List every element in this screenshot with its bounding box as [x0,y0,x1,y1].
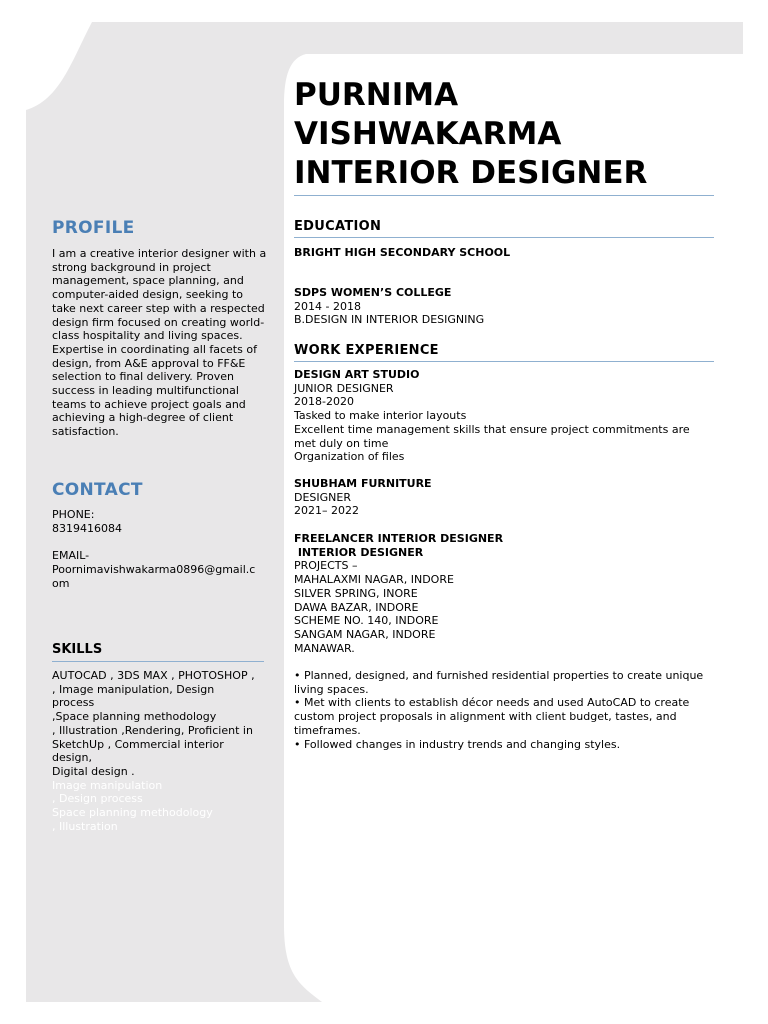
skills-hidden-line: Image manipulation [52,778,163,792]
bullet-line: • Followed changes in industry trends and changing styles. [294,737,621,751]
job-role: JUNIOR DESIGNER [294,381,394,395]
job-role: DESIGNER [294,490,351,504]
projects-label: PROJECTS – [294,559,358,573]
phone-label: PHONE: [52,508,95,521]
skills-divider [52,661,264,662]
skills-line: ,Space planning methodology [52,710,217,724]
phone-value: 8319416084 [52,521,122,535]
bullet-line: • Planned, designed, and furnished residential properties to create unique [294,669,704,683]
skills-heading: SKILLS [52,642,103,657]
job-company: FREELANCER INTERIOR DESIGNER [294,532,504,545]
job-detail: Excellent time management skills that ensure project commitments are [294,422,690,436]
work-heading: WORK EXPERIENCE [294,343,439,358]
education-divider [294,237,714,238]
bullet-line: timeframes. [294,723,361,737]
job-company: DESIGN ART STUDIO [294,368,420,381]
job-freelancer [294,532,719,751]
work-divider [294,361,714,362]
education-college [294,286,719,327]
education-school: BRIGHT HIGH SECONDARY SCHOOL [294,246,511,259]
job-company: SHUBHAM FURNITURE [294,477,432,490]
skills-hidden-line: , Design process [52,792,143,806]
contact-heading: CONTACT [52,480,143,500]
job-years: 2021– 2022 [294,504,359,518]
project-item: SILVER SPRING, INORE [294,586,418,600]
skills-line: process [52,696,95,710]
skills-line: , Image manipulation, Design [52,682,215,696]
bullet-line: living spaces. [294,682,369,696]
header-divider [294,195,714,196]
college-name: SDPS WOMEN’S COLLEGE [294,286,452,299]
email-label: EMAIL- [52,549,90,563]
page-title [294,76,734,193]
job-years: 2018-2020 [294,395,354,409]
job-role: INTERIOR DESIGNER [294,545,424,559]
skills-list [52,669,268,833]
college-years: 2014 - 2018 [294,299,361,313]
email-value-line2: om [52,576,70,590]
name-first: PURNIMA [294,77,459,113]
bullet-line: • Met with clients to establish décor needs and used AutoCAD to create [294,696,690,710]
job-shubham-furniture [294,477,719,518]
profile-heading: PROFILE [52,218,135,238]
project-item: MAHALAXMI NAGAR, INDORE [294,573,454,587]
job-detail: Organization of files [294,450,405,464]
profile-text: I am a creative interior designer with a strong background in project management, space planning, and computer-aided design, seeking to take next career step with a respected design firm focused on creating world-class hospitality and living spaces. Expertise in coordinating all facets of design, from A&E approval to FF&E selection to final delivery. Proven success in leading multifunctional teams to achieve project goals and achieving a high-degree of client satisfaction. [52,247,267,439]
job-detail: met duly on time [294,436,389,450]
college-degree: B.DESIGN IN INTERIOR DESIGNING [294,313,485,327]
name-last: VISHWAKARMA [294,116,562,152]
email-value-line1: Poornimavishwakarma0896@gmail.c [52,562,256,576]
project-item: MANAWAR. [294,641,355,655]
job-design-art-studio [294,368,719,464]
skills-line: SketchUp , Commercial interior [52,737,224,751]
skills-line: Digital design . [52,764,135,778]
skills-hidden-line: , Illustration [52,819,118,833]
skills-line: design, [52,751,92,765]
skills-line: , Illustration ,Rendering, Proficient in [52,723,253,737]
project-item: SANGAM NAGAR, INDORE [294,627,436,641]
education-heading: EDUCATION [294,219,382,234]
job-title: INTERIOR DESIGNER [294,155,648,191]
skills-hidden-line: Space planning methodology [52,806,213,820]
job-detail: Tasked to make interior layouts [294,409,467,423]
skills-line: AUTOCAD , 3DS MAX , PHOTOSHOP , [52,669,255,682]
contact-block [52,508,268,590]
project-item: DAWA BAZAR, INDORE [294,600,419,614]
bullet-line: custom project proposals in alignment with client budget, tastes, and [294,710,677,724]
project-item: SCHEME NO. 140, INDORE [294,614,439,628]
